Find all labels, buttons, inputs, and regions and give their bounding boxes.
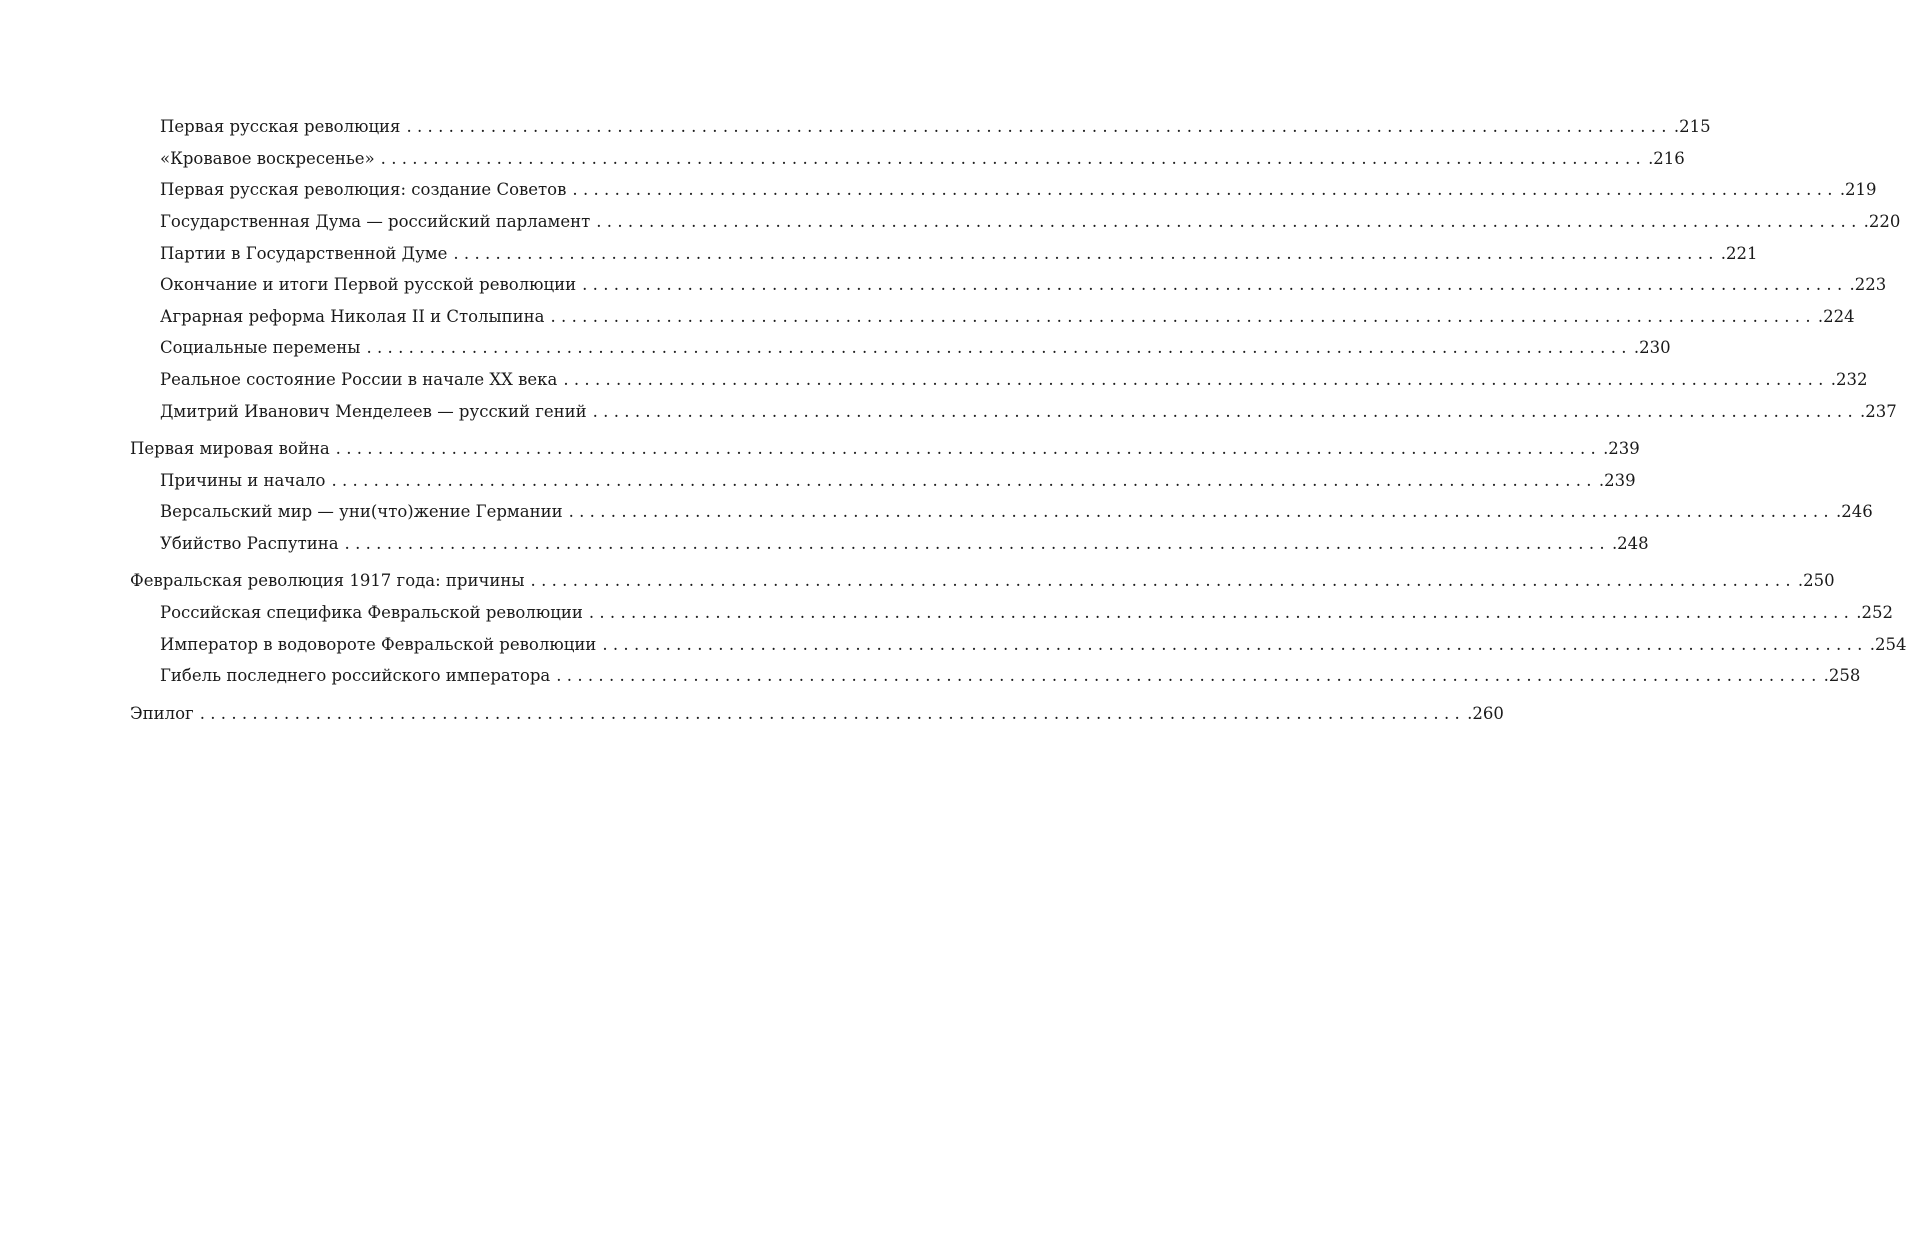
toc-entry-page: .239 (1597, 469, 1636, 493)
toc-entry-title: Окончание и итоги Первой русской революции (160, 273, 582, 297)
toc-entry[interactable] (160, 147, 1685, 171)
toc-entry-title: Российская специфика Февральской революции (160, 601, 589, 625)
toc-dot-leader: ........................................................................................................................ (453, 244, 1719, 263)
toc-entry-title: Версальский мир — уни(что)жение Германии (160, 500, 569, 524)
toc-entry[interactable] (160, 601, 1893, 625)
toc-entry[interactable] (130, 437, 1640, 461)
toc-entry[interactable] (160, 400, 1897, 424)
toc-dot-leader: ........................................................................................................................ (199, 704, 1466, 723)
toc-dot-leader: ........................................................................................................................ (331, 471, 1597, 490)
toc-entry-page: .254 (1868, 633, 1906, 657)
toc-entry-title: Первая русская революция (160, 115, 406, 139)
toc-dot-leader: ........................................................................................................................ (344, 534, 1610, 553)
toc-entry[interactable] (160, 178, 1877, 202)
toc-entry-page: .246 (1834, 500, 1873, 524)
toc-entry-title: Партии в Государственной Думе (160, 242, 453, 266)
toc-entry-page: .216 (1646, 147, 1685, 171)
toc-entry[interactable] (160, 336, 1671, 360)
toc-entry[interactable] (160, 469, 1636, 493)
toc-entry-page: .221 (1719, 242, 1758, 266)
toc-entry-page: .232 (1829, 368, 1868, 392)
toc-entry-page: .260 (1465, 702, 1504, 726)
toc-entry-title: Убийство Распутина (160, 532, 345, 556)
toc-entry-title: Февральская революция 1917 года: причины (130, 569, 531, 593)
toc-entry-title: Дмитрий Иванович Менделеев — русский гений (160, 400, 593, 424)
toc-entry-page: .230 (1632, 336, 1671, 360)
toc-dot-leader: ........................................................................................................................ (596, 212, 1862, 231)
toc-entry-title: Социальные перемены (160, 336, 366, 360)
toc-entry[interactable] (160, 242, 1758, 266)
toc-entry[interactable] (130, 569, 1835, 593)
toc-entry-title: Первая русская революция: создание Советов (160, 178, 572, 202)
toc-dot-leader: ........................................................................................................................ (592, 402, 1859, 421)
toc-entry-title: Гибель последнего российского императора (160, 664, 556, 688)
toc-entry-title: Император в водовороте Февральской революции (160, 633, 602, 657)
toc-entry[interactable] (160, 368, 1868, 392)
toc-dot-leader: ........................................................................................................................ (335, 439, 1602, 458)
toc-dot-leader: ........................................................................................................................ (568, 502, 1834, 521)
toc-entry-page: .224 (1816, 305, 1855, 329)
toc-dot-leader: ........................................................................................................................ (530, 571, 1796, 590)
toc-dot-leader: ........................................................................................................................ (572, 180, 1838, 199)
toc-entry-page: .250 (1796, 569, 1835, 593)
toc-entry-page: .223 (1848, 273, 1887, 297)
toc-entry-title: Аграрная реформа Николая II и Столыпина (160, 305, 551, 329)
toc-entry-page: .237 (1858, 400, 1897, 424)
toc-entry[interactable] (130, 702, 1504, 726)
toc-entry-page: .258 (1822, 664, 1861, 688)
toc-entry[interactable] (160, 500, 1873, 524)
toc-entry-title: Реальное состояние России в начале XX века (160, 368, 563, 392)
toc-entry-title: Эпилог (130, 702, 200, 726)
toc-dot-leader: ........................................................................................................................ (563, 370, 1829, 389)
toc-dot-leader: ........................................................................................................................ (366, 338, 1632, 357)
toc-dot-leader: ........................................................................................................................ (602, 635, 1868, 654)
toc-entry[interactable] (160, 273, 1887, 297)
toc-dot-leader: ........................................................................................................................ (550, 307, 1816, 326)
toc-entry-page: .220 (1862, 210, 1901, 234)
toc-dot-leader: ........................................................................................................................ (556, 666, 1822, 685)
toc-dot-leader: ........................................................................................................................ (588, 603, 1855, 622)
toc-entry[interactable] (160, 633, 1906, 657)
toc-entry[interactable] (160, 115, 1711, 139)
toc-entry-title: Государственная Дума — российский парламент (160, 210, 596, 234)
toc-entry[interactable] (160, 305, 1855, 329)
toc-entry[interactable] (160, 210, 1901, 234)
toc-dot-leader: ........................................................................................................................ (582, 275, 1848, 294)
toc-entry[interactable] (160, 532, 1649, 556)
toc-entry[interactable] (160, 664, 1861, 688)
toc-entry-page: .248 (1610, 532, 1649, 556)
toc-entry-page: .252 (1854, 601, 1893, 625)
toc-entry-title: «Кровавое воскресенье» (160, 147, 381, 171)
toc-entry-title: Причины и начало (160, 469, 331, 493)
toc-dot-leader: ........................................................................................................................ (380, 149, 1647, 168)
toc-entry-page: .215 (1672, 115, 1711, 139)
toc-entry-page: .239 (1601, 437, 1640, 461)
toc-entry-title: Первая мировая война (130, 437, 336, 461)
toc-dot-leader: ........................................................................................................................ (406, 117, 1672, 136)
toc-entry-page: .219 (1838, 178, 1877, 202)
